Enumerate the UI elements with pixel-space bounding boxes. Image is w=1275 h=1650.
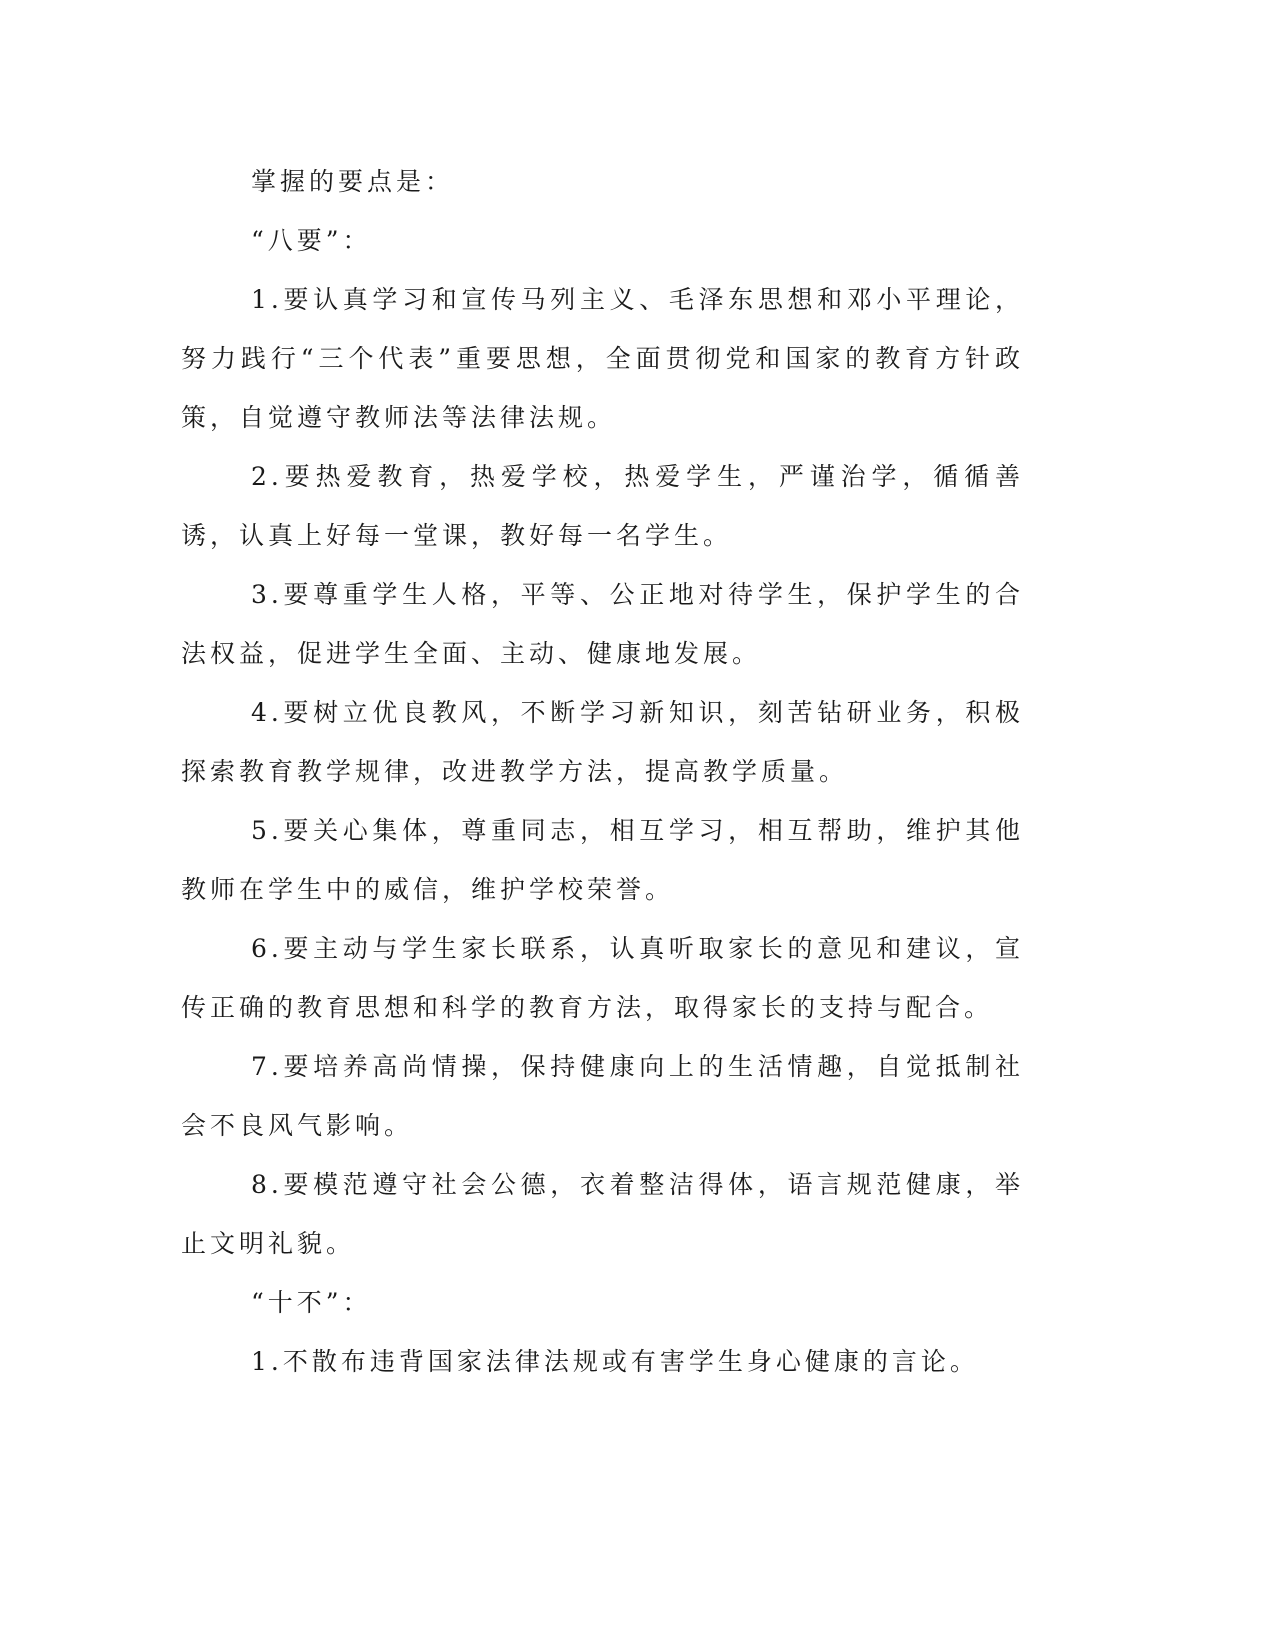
section-heading-eight-musts: “八要”：: [251, 226, 372, 255]
must-item-3: 3.要尊重学生人格，平等、公正地对待学生，保护学生的合法权益，促进学生全面、主动、健康地发展。: [181, 580, 1024, 668]
must-item-2: 2.要热爱教育，热爱学校，热爱学生，严谨治学，循循善诱，认真上好每一堂课，教好每一名学生。: [181, 462, 1024, 550]
must-item-6: 6.要主动与学生家长联系，认真听取家长的意见和建议，宣传正确的教育思想和科学的教育方法，取得家长的支持与配合。: [181, 934, 1024, 1022]
must-item-8: 8.要模范遵守社会公德，衣着整洁得体，语言规范健康，举止文明礼貌。: [181, 1170, 1024, 1258]
must-item-1: 1.要认真学习和宣传马列主义、毛泽东思想和邓小平理论，努力践行“三个代表”重要思想，全面贯彻党和国家的教育方针政策，自觉遵守教师法等法律法规。: [181, 285, 1024, 432]
must-item-7: 7.要培养高尚情操，保持健康向上的生活情趣，自觉抵制社会不良风气影响。: [181, 1052, 1024, 1140]
intro-line: 掌握的要点是：: [251, 167, 455, 196]
dont-item-1: 1.不散布违背国家法律法规或有害学生身心健康的言论。: [251, 1347, 979, 1376]
must-item-4: 4.要树立优良教风，不断学习新知识，刻苦钻研业务，积极探索教育教学规律，改进教学方法，提高教学质量。: [181, 698, 1024, 786]
section-heading-ten-donts: “十不”：: [251, 1288, 372, 1317]
must-item-5: 5.要关心集体，尊重同志，相互学习，相互帮助，维护其他教师在学生中的威信，维护学校荣誉。: [181, 816, 1024, 904]
document-body: [181, 152, 1024, 1391]
